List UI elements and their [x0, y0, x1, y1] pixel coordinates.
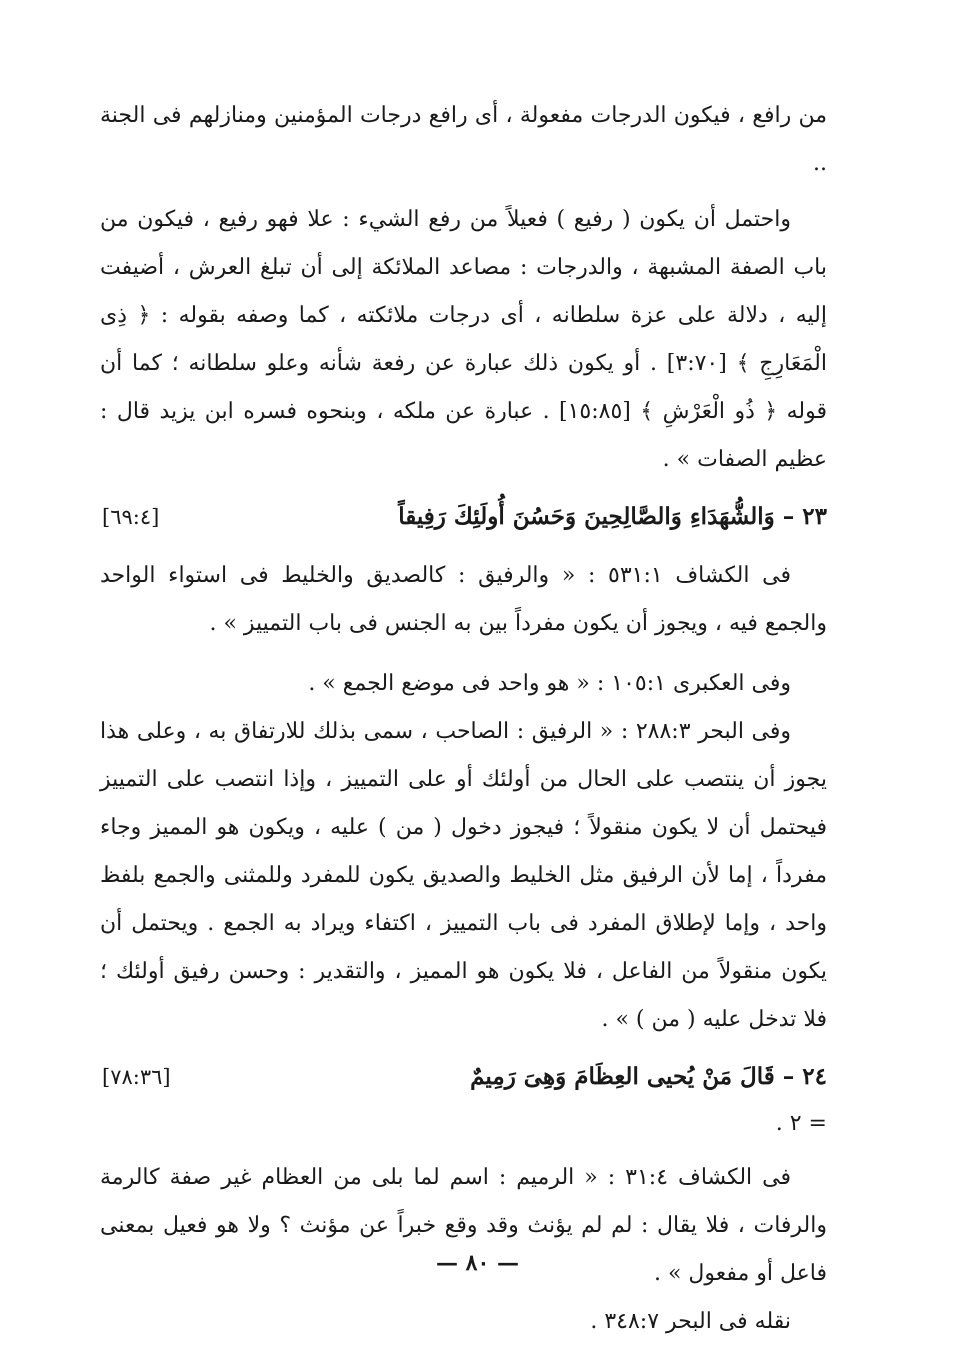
paragraph-kashshaf-24: فى الكشاف ٣١:٤ : « الرميم : اسم لما بلى من العظام غير صفة كالرمة والرفات ، فلا يقال : لم لم يؤنث وقد وقع خبراً عن مؤنث ؟ ولا هو فعيل بمعنى فاعل أو مفعول » . [100, 1165, 827, 1286]
verse-text: ٢٤ – قَالَ مَنْ يُحيى العِظَامَ وَهِىَ رَمِيمٌ [470, 1063, 827, 1090]
verse-entry-23 [100, 492, 827, 542]
paragraph-rafi: واحتمل أن يكون ( رفيع ) فعيلاً من رفع الشيء : علا فهو رفيع ، فيكون من باب الصفة المشبهة ، والدرجات : مصاعد الملائكة إلى أن تبلغ العرش ، أضيفت إليه ، دلالة على عزة سلطانه ، أى درجات ملائكته ، كما وصفه بقوله : ﴿ ذِى الْمَعَارِجِ ﴾ [٣:٧٠] . أو يكون ذلك عبارة عن رفعة شأنه وعلو سلطانه ؛ كما أن قوله ﴿ ذُو الْعَرْشِ ﴾ [١٥:٨٥] . عبارة عن ملكه ، وبنحوه فسره ابن يزيد قال : عظيم الصفات » . [100, 207, 827, 472]
paragraph-intro: من رافع ، فيكون الدرجات مفعولة ، أى رافع درجات المؤمنين ومنازلهم فى الجنة .. [100, 103, 828, 176]
paragraph-ukbari-23: وفى العكبرى ١٠٥:١ : « هو واحد فى موضع الجمع » . [308, 671, 791, 696]
paragraph-bahr-24: نقله فى البحر ٣٤٨:٧ . [590, 1309, 791, 1334]
verse-entry-24 [100, 1052, 827, 1102]
paragraph-bahr-23: وفى البحر ٢٨٨:٣ : « الرفيق : الصاحب ، سمى بذلك للارتفاق به ، وعلى هذا يجوز أن ينتصب على الحال من أولئك أو على التمييز ، وإذا انتصب على التمييز فيحتمل أن لا يكون منقولاً ؛ فيجوز دخول ( من ) عليه ، ويكون هو المميز وجاء مفرداً ، إما لأن الرفيق مثل الخليط والصديق يكون للمفرد وللمثنى والجمع بلفظ واحد ، وإما لإطلاق المفرد فى باب التمييز ، اكتفاء ويراد به الجمع . ويحتمل أن يكون منقولاً من الفاعل ، فلا يكون هو المميز ، والتقدير : وحسن رفيق أولئك ؛ فلا تدخل عليه ( من ) » . [100, 719, 827, 1032]
verse-continuation: = ٢ . [775, 1111, 827, 1136]
page-number: — ٨٠ — [436, 1250, 519, 1276]
page-body [100, 92, 827, 1346]
verse-text: ٢٣ – وَالشُّهَدَاءِ وَالصَّالِحِينَ وَحَسُنَ أُولَئِكَ رَفِيقاً [398, 503, 827, 530]
paragraph-kashshaf-23: فى الكشاف ٥٣١:١ : « والرفيق : كالصديق والخليط فى استواء الواحد والجمع فيه ، ويجوز أن يكون مفرداً بين به الجنس فى باب التمييز » . [100, 563, 827, 636]
verse-reference: [٧٨:٣٦] [102, 1065, 171, 1089]
verse-reference: [٦٩:٤] [102, 505, 160, 529]
